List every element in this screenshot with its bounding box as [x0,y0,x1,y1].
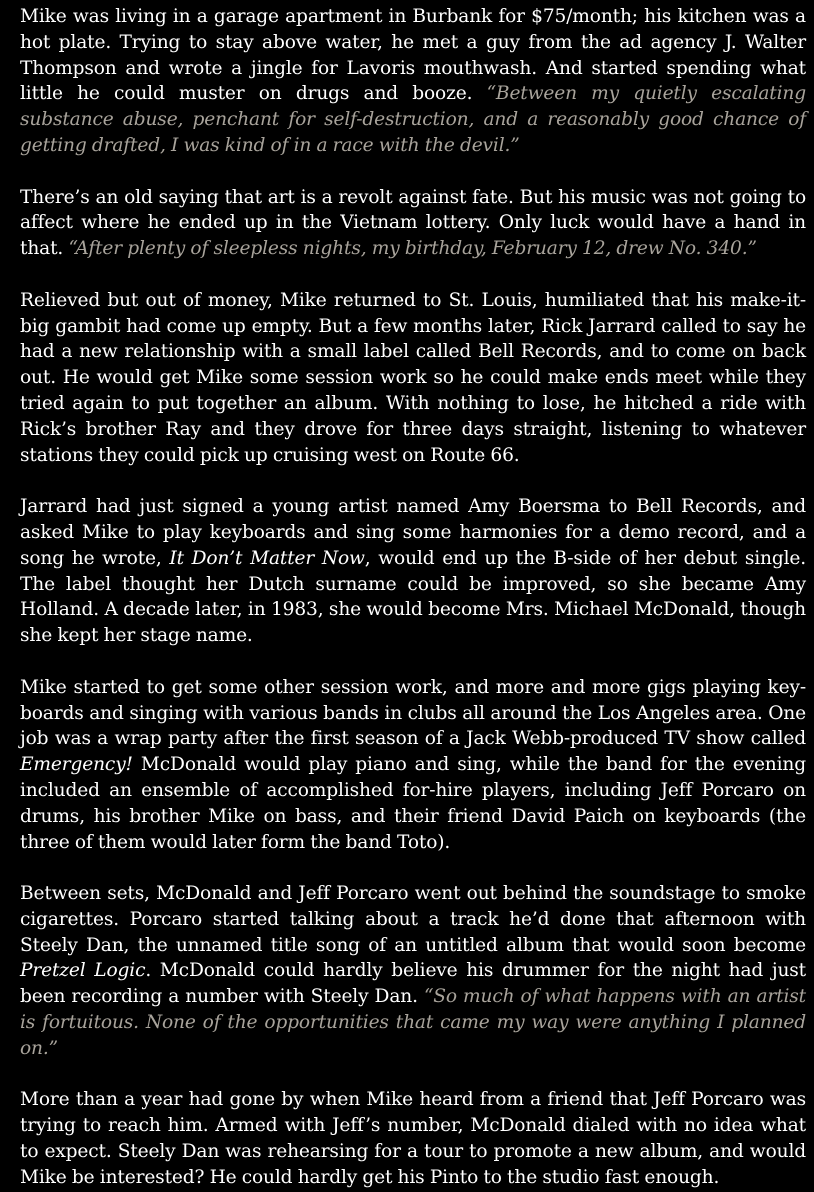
paragraph-6 [20,881,806,1062]
paragraph-1 [20,4,806,159]
paragraph-text: McDonald would play piano and sing, while the band for the evening included an ensemble of accomplished for-hire players, including Jeff Porcaro on drums, his brother Mike on bass, and their friend David Paich on keyboards (the three of them would later form the band Toto). [20,754,806,853]
album-title: Pretzel Logic [20,960,146,982]
paragraph-5 [20,675,806,856]
paragraph-text: More than a year had gone by when Mike heard from a friend that Jeff Porcaro was trying to reach him. Armed with Jeff’s number, McDonald dialed with no idea what to expect. Steely Dan was rehearsing for a tour to promote a new album, and would Mike be interested? He could hardly get his Pinto to the studio fast enough. [20,1089,806,1188]
paragraph-text: Jarrard had just signed a young artist named Amy Boersma to Bell Records, and asked Mike to play keyboards and sing some harmonies for a demo record, and a song he wrote, [20,496,806,569]
pull-quote: “Between my quietly escalating substance abuse, penchant for self-destruction, and a reasonably good chance of getting drafted, I was kind of in a race with the devil.” [20,83,806,156]
paragraph-text: Mike started to get some other session work, and more and more gigs playing key-boards and singing with various bands in clubs all around the Los Angeles area. One job was a wrap party after the first season of a Jack Webb-produced TV show called [20,676,806,750]
paragraph-text: Relieved but out of money, Mike returned to St. Louis, humiliated that his make-it-big gambit had come up empty. But a few months later, Rick Jarrard called to say he had a new relationship with a small label called Bell Records, and to come on back out. He would get Mike some session work so he could make ends meet while they tried again to put together an album. With nothing to lose, he hitched a ride with Rick’s brother Ray and they drove for three days straight, listening to whatever stations they could pick up cruising west on Route 66. [20,289,806,466]
paragraph-text: Mike was living in a garage apartment in Burbank for $75/month; his kitchen was a hot plate. Trying to stay above water, he met a guy from the ad agency J. Walter Thompson and wrote a jingle for Lavoris mouthwash. And started spending what little he could muster on drugs and booze. [20,6,806,105]
paragraph-text: Between sets, McDonald and Jeff Porcaro went out behind the soundstage to smoke cigarettes. Porcaro started talking about a track he’d done that afternoon with Steely Dan, the unnamed title song of an untitled album that would soon become [20,883,806,956]
paragraph-2 [20,185,806,262]
paragraph-text: , would end up the B-side of her debut single. The label thought her Dutch surname could be improved, so she became Amy Holland. A decade later, in 1983, she would become Mrs. Michael McDonald, though she kept her stage name. [20,547,806,647]
pull-quote: “So much of what happens with an artist is fortuitous. None of the opportunities that came my way were anything I planned on.” [20,986,806,1059]
paragraph-7 [20,1087,806,1190]
show-title: Emergency! [20,754,133,776]
song-title: It Don’t Matter Now [169,547,365,569]
paragraph-3 [20,288,806,469]
paragraph-4 [20,494,806,649]
paragraph-text: There’s an old saying that art is a revolt against fate. But his music was not going to affect where he ended up in the Vietnam lottery. Only luck would have a hand in that. [20,186,806,260]
pull-quote: “After plenty of sleepless nights, my birthday, February 12, drew No. 340.” [68,238,757,260]
paragraph-text: . McDonald could hardly believe his drummer for the night had just been recording a number with Steely Dan. [20,960,806,1008]
